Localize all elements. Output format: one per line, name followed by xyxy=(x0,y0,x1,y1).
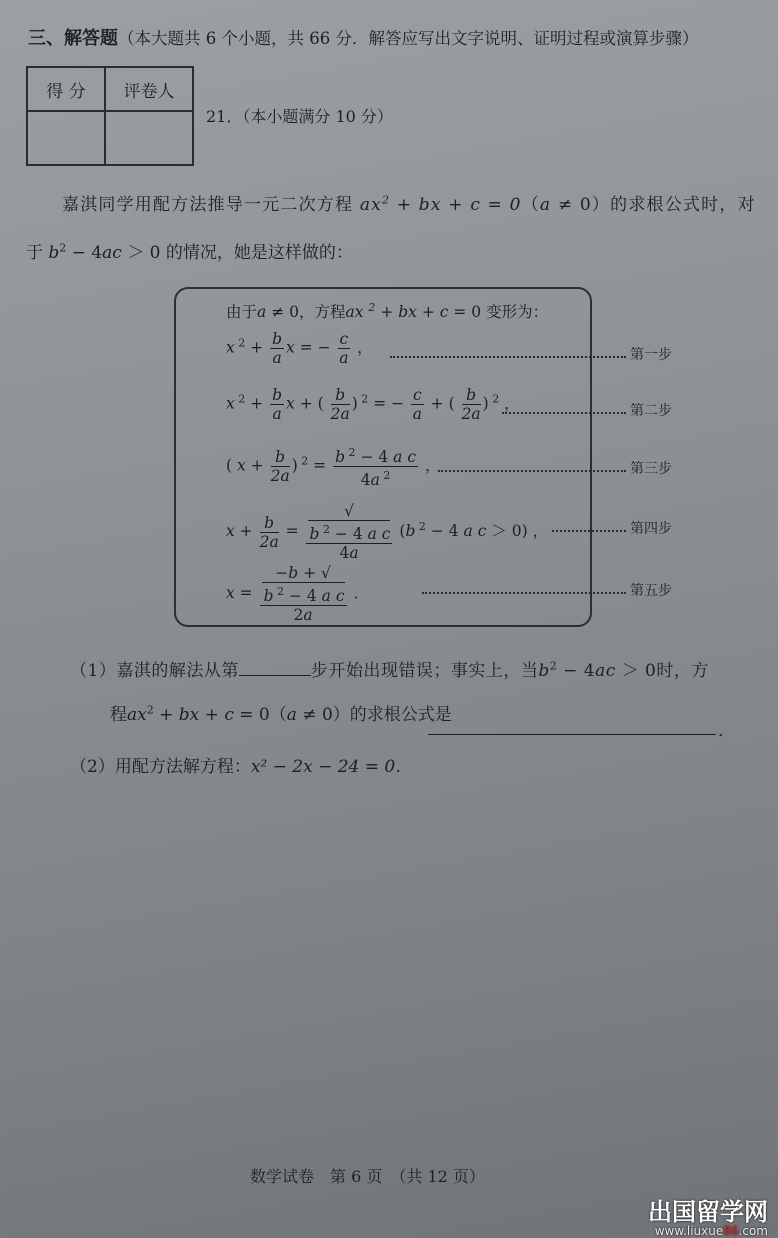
derivation-text-a: 由于 xyxy=(226,303,258,321)
derivation-line-0: 由于a ≠ 0，方程ax $^2$ + bx + c = 0 变形为： xyxy=(226,300,549,321)
section-label: 三、解答题 xyxy=(28,28,118,49)
intro-text-c: 于 xyxy=(26,243,43,263)
intro-text-d: 的情况，她是这样做的： xyxy=(165,243,353,263)
watermark-logo xyxy=(648,1200,768,1238)
part-1-text-c: 时，方 xyxy=(656,661,709,681)
step-3-leader xyxy=(438,470,626,472)
step-3-label: 第三步 xyxy=(630,461,672,477)
step-4-equation: x + $\frac{b}{2a}$ = √ b $^2$ − 4 a c 4a (b $^2$ − 4 a c ＞ 0) ， xyxy=(226,502,549,563)
step-4-leader xyxy=(552,530,626,532)
part-1-text-a: （1）嘉淇的解法从第 xyxy=(70,661,239,681)
question-number: 21．（本小题满分 10 分） xyxy=(206,107,393,126)
step-4-label: 第四步 xyxy=(630,521,672,537)
watermark-url: www.liuxue86.com xyxy=(654,1224,768,1238)
section-description: （本大题共 6 个小题，共 66 分．解答应写出文字说明、证明过程或演算步骤） xyxy=(118,29,699,48)
part-1-text-d: 程 xyxy=(110,705,127,725)
answer-blank-step[interactable] xyxy=(239,675,311,676)
step-1-leader xyxy=(390,356,626,358)
part-1-line-1: （1）嘉淇的解法从第 步开始出现错误；事实上，当$b^2 - 4ac > 0$时，方 xyxy=(70,659,709,681)
part-2-equation: x² − 2x − 24 = 0． xyxy=(250,757,413,777)
intro-text-b: 的求根公式时，对 xyxy=(610,195,756,215)
step-5-label: 第五步 xyxy=(630,583,672,599)
step-1-label: 第一步 xyxy=(630,347,672,363)
step-5-leader xyxy=(422,592,626,594)
step-2-leader xyxy=(502,412,626,414)
intro-text-a: 嘉淇同学用配方法推导一元二次方程 xyxy=(62,195,354,215)
section-title xyxy=(28,24,698,50)
step-2-label: 第二步 xyxy=(630,403,672,419)
derivation-text-b: ，方程 xyxy=(298,303,346,321)
intro-line-2 xyxy=(26,238,353,263)
part-1-text-b: 步开始出现错误；事实上，当 xyxy=(310,661,539,681)
step-5-equation: x = −b + √ b $^2$ − 4 a c 2a ． xyxy=(226,564,369,625)
step-2-equation: x $^2$ + $\frac{b}{a}$ x + ( $\frac{b}{2a}$ ) $^2$ = − $\frac{c}{a}$ + ( $\frac{b}{2a}$ ) $^2$ ， xyxy=(226,386,520,423)
score-table xyxy=(26,66,194,166)
grader-header: 评卷人 xyxy=(105,67,193,111)
step-3-equation: ( x + $\frac{b}{2a}$ ) $^2$ = $\frac{b ^2 - 4 a c}{4a ^2}$ ， xyxy=(226,446,441,490)
part-1-text-e: 的求根公式是 xyxy=(349,705,452,725)
part-2-text: （2）用配方法解方程： xyxy=(70,757,251,777)
part-2-line xyxy=(70,752,412,777)
discriminant-condition: $b^2 - 4ac > 0$ xyxy=(48,241,161,263)
score-header: 得 分 xyxy=(27,67,105,111)
part-1-period: ． xyxy=(718,721,735,741)
score-cell xyxy=(27,111,105,165)
part-1-line-2: 程$ax^2$ + bx + c = 0（a ≠ 0）的求根公式是 xyxy=(110,703,452,725)
intro-line-1: 嘉淇同学用配方法推导一元二次方程 $ax^2$ + bx + c = 0（a ≠ 0）的求根公式时，对 xyxy=(62,193,756,215)
grader-cell xyxy=(105,111,193,165)
derivation-text-c: 变形为： xyxy=(486,303,549,321)
answer-blank-formula[interactable] xyxy=(428,734,716,735)
quadratic-equation: $ax^2$ + bx + c = 0 xyxy=(359,193,522,215)
watermark-title: 出国留学网 xyxy=(648,1198,768,1226)
step-1-equation: x $^2$ + $\frac{b}{a}$ x = − $\frac{c}{a}$ ， xyxy=(226,330,373,367)
page-footer: 数学试卷 第 6 页 （共 12 页） xyxy=(250,1167,485,1186)
